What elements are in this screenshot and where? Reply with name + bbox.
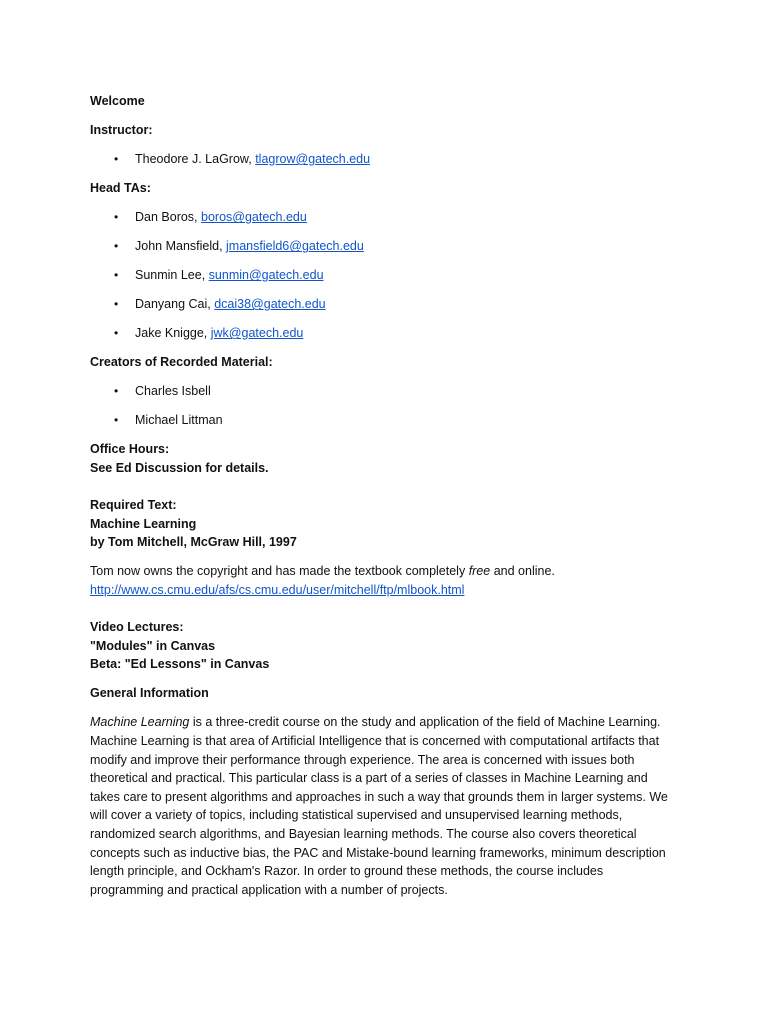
instructor-name: Theodore J. LaGrow, bbox=[135, 152, 256, 167]
bullet-icon: • bbox=[114, 384, 119, 399]
welcome-heading: Welcome bbox=[90, 94, 145, 108]
bullet-icon: • bbox=[114, 239, 119, 254]
general-info-body: is a three-credit course on the study and application of the field of Machine Learning. Machine Learning is that area of Artificial Intelligence that is concerned with computational artifacts that modify and improve their performance through experience. The area is concerned with issues both theoretical and practical. This particular class is a part of a series of classes in Machine Learning and takes care to present algorithms and approaches in such a way that grounds them in larger systems. We will cover a variety of topics, including statistical supervised and unsupervised learning methods, randomized search algorithms, and Bayesian learning methods. The course also covers theoretical concepts such as inductive bias, the PAC and Mistake-bound learning frameworks, minimum description length principle, and Ockham's Razor. In order to ground these methods, the course includes programming and practical application with a number of projects. bbox=[90, 715, 668, 897]
required-text-title: Machine Learning bbox=[90, 516, 197, 531]
textbook-note bbox=[90, 562, 690, 581]
instructor-email-link[interactable]: tlagrow@gatech.edu bbox=[255, 152, 371, 167]
bullet-icon: • bbox=[114, 152, 119, 167]
bullet-icon: • bbox=[114, 413, 119, 428]
ta-name: Dan Boros, bbox=[135, 210, 202, 225]
creator-name: Charles Isbell bbox=[135, 384, 211, 399]
required-text-author: by Tom Mitchell, McGraw Hill, 1997 bbox=[90, 535, 297, 550]
list-item bbox=[90, 295, 690, 314]
ta-email-link[interactable]: jmansfield6@gatech.edu bbox=[226, 239, 364, 254]
textbook-link[interactable]: http://www.cs.cmu.edu/afs/cs.cmu.edu/user/mitchell/ftp/mlbook.html bbox=[90, 582, 465, 597]
textbook-note-end: and online. bbox=[490, 564, 555, 579]
ta-name: Sunmin Lee, bbox=[135, 268, 209, 283]
document-page bbox=[90, 92, 690, 899]
general-info-lead: Machine Learning bbox=[90, 715, 190, 730]
video-lectures-modules: "Modules" in Canvas bbox=[90, 638, 216, 653]
ta-name: Jake Knigge, bbox=[135, 326, 211, 341]
list-item bbox=[90, 208, 690, 227]
creators-list bbox=[90, 382, 690, 430]
list-item bbox=[90, 411, 690, 430]
list-item bbox=[90, 266, 690, 285]
ta-email-link[interactable]: jwk@gatech.edu bbox=[210, 326, 304, 341]
creator-name: Michael Littman bbox=[135, 413, 223, 428]
list-item bbox=[90, 324, 690, 343]
bullet-icon: • bbox=[114, 268, 119, 283]
list-item bbox=[90, 382, 690, 401]
video-lectures-heading: Video Lectures: bbox=[90, 620, 184, 635]
list-item bbox=[90, 237, 690, 256]
ta-email-link[interactable]: sunmin@gatech.edu bbox=[208, 268, 324, 283]
ta-email-link[interactable]: boros@gatech.edu bbox=[201, 210, 307, 225]
general-info-paragraph bbox=[90, 713, 680, 899]
instructor-heading: Instructor: bbox=[90, 123, 153, 138]
head-tas-heading: Head TAs: bbox=[90, 181, 151, 196]
bullet-icon: • bbox=[114, 210, 119, 225]
list-item bbox=[90, 150, 690, 169]
creators-heading: Creators of Recorded Material: bbox=[90, 355, 273, 370]
instructor-list bbox=[90, 150, 690, 169]
bullet-icon: • bbox=[114, 297, 119, 312]
ta-email-link[interactable]: dcai38@gatech.edu bbox=[214, 297, 326, 312]
video-lectures-ed-lessons: Beta: "Ed Lessons" in Canvas bbox=[90, 657, 270, 672]
required-text-heading: Required Text: bbox=[90, 498, 177, 513]
textbook-note-start: Tom now owns the copyright and has made the textbook completely bbox=[90, 564, 469, 579]
ta-name: Danyang Cai, bbox=[135, 297, 215, 312]
office-hours-details: See Ed Discussion for details. bbox=[90, 460, 269, 475]
bullet-icon: • bbox=[114, 326, 119, 341]
office-hours-heading: Office Hours: bbox=[90, 442, 170, 457]
textbook-note-emphasis: free bbox=[468, 564, 491, 579]
head-tas-list bbox=[90, 208, 690, 343]
general-info-heading: General Information bbox=[90, 686, 209, 701]
ta-name: John Mansfield, bbox=[135, 239, 227, 254]
